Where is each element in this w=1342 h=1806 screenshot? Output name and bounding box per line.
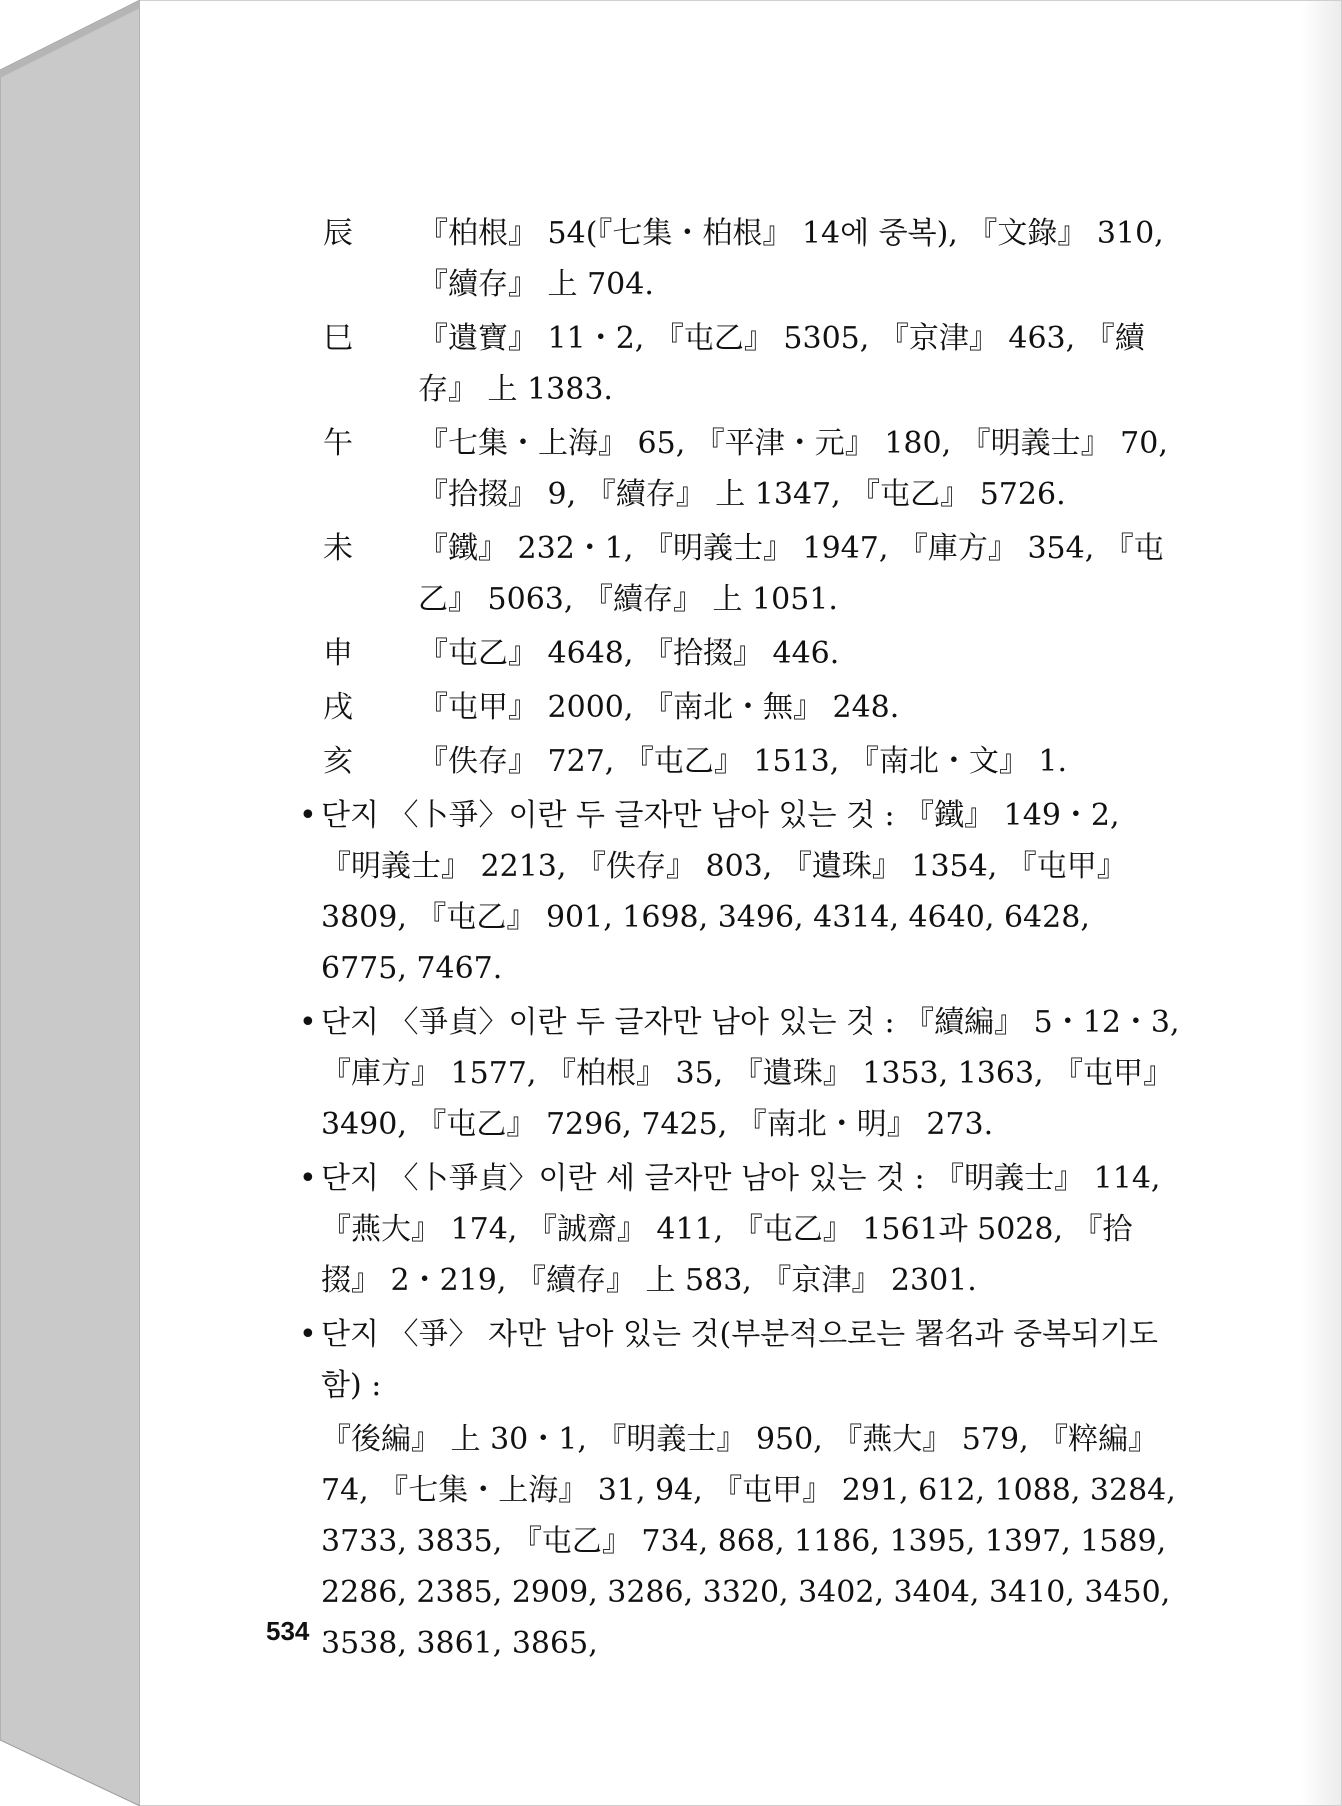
entry-hai: [323, 736, 1185, 787]
entry-text: 『屯甲』 2000, 『南北・無』 248.: [418, 690, 900, 725]
entry-text: 『屯乙』 4648, 『拾掇』 446.: [418, 636, 840, 671]
bullet-text: 단지 〈爭〉 자만 남아 있는 것(부분적으로는 署名과 중복되기도 함) :: [321, 1317, 1159, 1403]
bullet-mark: •: [299, 1005, 317, 1040]
bullet-item-zheng: [299, 1309, 1185, 1411]
entry-branch: 申: [323, 636, 353, 671]
entry-xu: [323, 682, 1185, 733]
entry-text: 『七集・上海』 65, 『平津・元』 180, 『明義士』 70, 『拾掇』 9, 『續存』 上 1347, 『屯乙』 5726.: [418, 426, 1168, 512]
bullet-item-bu-zheng: [299, 790, 1185, 994]
bullet-text: 단지 〈卜爭〉이란 두 글자만 남아 있는 것 : 『鐵』 149・2, 『明義士』 2213, 『佚存』 803, 『遺珠』 1354, 『屯甲』 3809, 『屯乙』 901, 1698, 3496, 4314, 4640, 6428, 6775, 7467.: [321, 798, 1127, 986]
bullet-item-zheng-zhen: [299, 997, 1185, 1150]
entry-wu: [323, 418, 1185, 520]
entry-text: 『遺寶』 11・2, 『屯乙』 5305, 『京津』 463, 『續存』 上 1383.: [418, 321, 1145, 407]
entry-branch: 辰: [323, 216, 353, 251]
entry-text: 『鐵』 232・1, 『明義士』 1947, 『庫方』 354, 『屯乙』 5063, 『續存』 上 1051.: [418, 531, 1164, 617]
entry-text: 『佚存』 727, 『屯乙』 1513, 『南北・文』 1.: [418, 744, 1067, 779]
bullet-item-bu-zheng-zhen: [299, 1153, 1185, 1306]
bullet-mark: •: [299, 1317, 317, 1352]
page-number: 534: [266, 1616, 310, 1646]
bullet-mark: •: [299, 798, 317, 833]
entry-chen: [323, 208, 1185, 310]
page-shadow: [1301, 1, 1341, 1805]
bullet-mark: •: [299, 1161, 317, 1196]
entry-branch: 午: [323, 426, 353, 461]
entry-wei: [323, 523, 1185, 625]
bullet-text: 단지 〈卜爭貞〉이란 세 글자만 남아 있는 것 : 『明義士』 114, 『燕大』 174, 『誠齋』 411, 『屯乙』 1561과 5028, 『拾掇』 2・219, 『續存』 上 583, 『京津』 2301.: [321, 1161, 1161, 1298]
entry-si: [323, 313, 1185, 415]
continuation-paragraph: 『後編』 上 30・1, 『明義士』 950, 『燕大』 579, 『粹編』 74, 『七集・上海』 31, 94, 『屯甲』 291, 612, 1088, 3284, 3733, 3835, 『屯乙』 734, 868, 1186, 1395, 1397, 1589, 2286, 2385, 2909, 3286, 3320, 3402, 3404, 3410, 3450, 3538, 3861, 3865,: [321, 1422, 1176, 1661]
entry-shen: [323, 628, 1185, 679]
entry-branch: 未: [323, 531, 353, 566]
bullet-text: 단지 〈爭貞〉이란 두 글자만 남아 있는 것 : 『續編』 5・12・3, 『庫方』 1577, 『柏根』 35, 『遺珠』 1353, 1363, 『屯甲』 3490, 『屯乙』 7296, 7425, 『南北・明』 273.: [321, 1005, 1180, 1142]
entry-branch: 戌: [323, 690, 353, 725]
entry-text: 『柏根』 54(『七集・柏根』 14에 중복), 『文錄』 310, 『續存』 上 704.: [418, 216, 1164, 302]
entry-branch: 巳: [323, 321, 353, 356]
entry-branch: 亥: [323, 744, 353, 779]
page-content: [299, 208, 1185, 1669]
